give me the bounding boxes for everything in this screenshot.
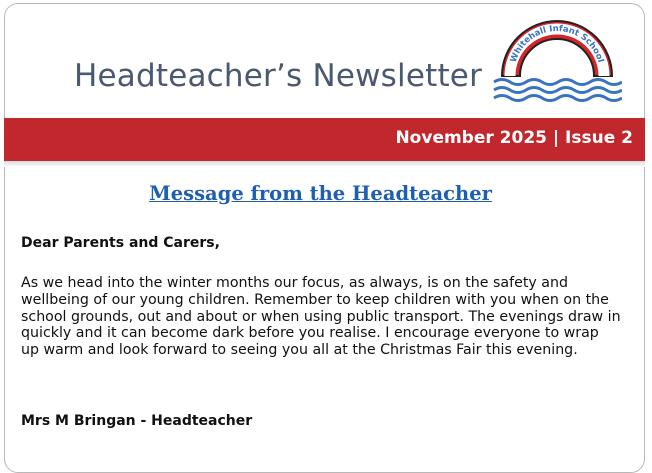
- greeting: Dear Parents and Carers,: [21, 235, 220, 251]
- signoff: Mrs M Bringan - Headteacher: [21, 413, 253, 429]
- issue-banner: [4, 118, 645, 161]
- logo-school-name: Whitehall Infant School: [508, 23, 606, 64]
- message-body: As we head into the winter months our focus, as always, is on the safety and wellbeing of our young children. Remember to keep children with you when on the school grounds, out and about or when using public transport. The evenings draw in quickly and it can become dark before you realise. I encourage everyone to wrap up warm and look forward to seeing you all at the Christmas Fair this evening.: [21, 275, 621, 359]
- banner-shadow: [4, 161, 645, 167]
- issue-label: November 2025 | Issue 2: [395, 128, 633, 148]
- newsletter-title: Headteacher’s Newsletter: [74, 58, 483, 94]
- school-logo-graphic: [492, 16, 622, 102]
- school-logo: [492, 16, 622, 102]
- message-heading: Message from the Headteacher: [149, 182, 492, 205]
